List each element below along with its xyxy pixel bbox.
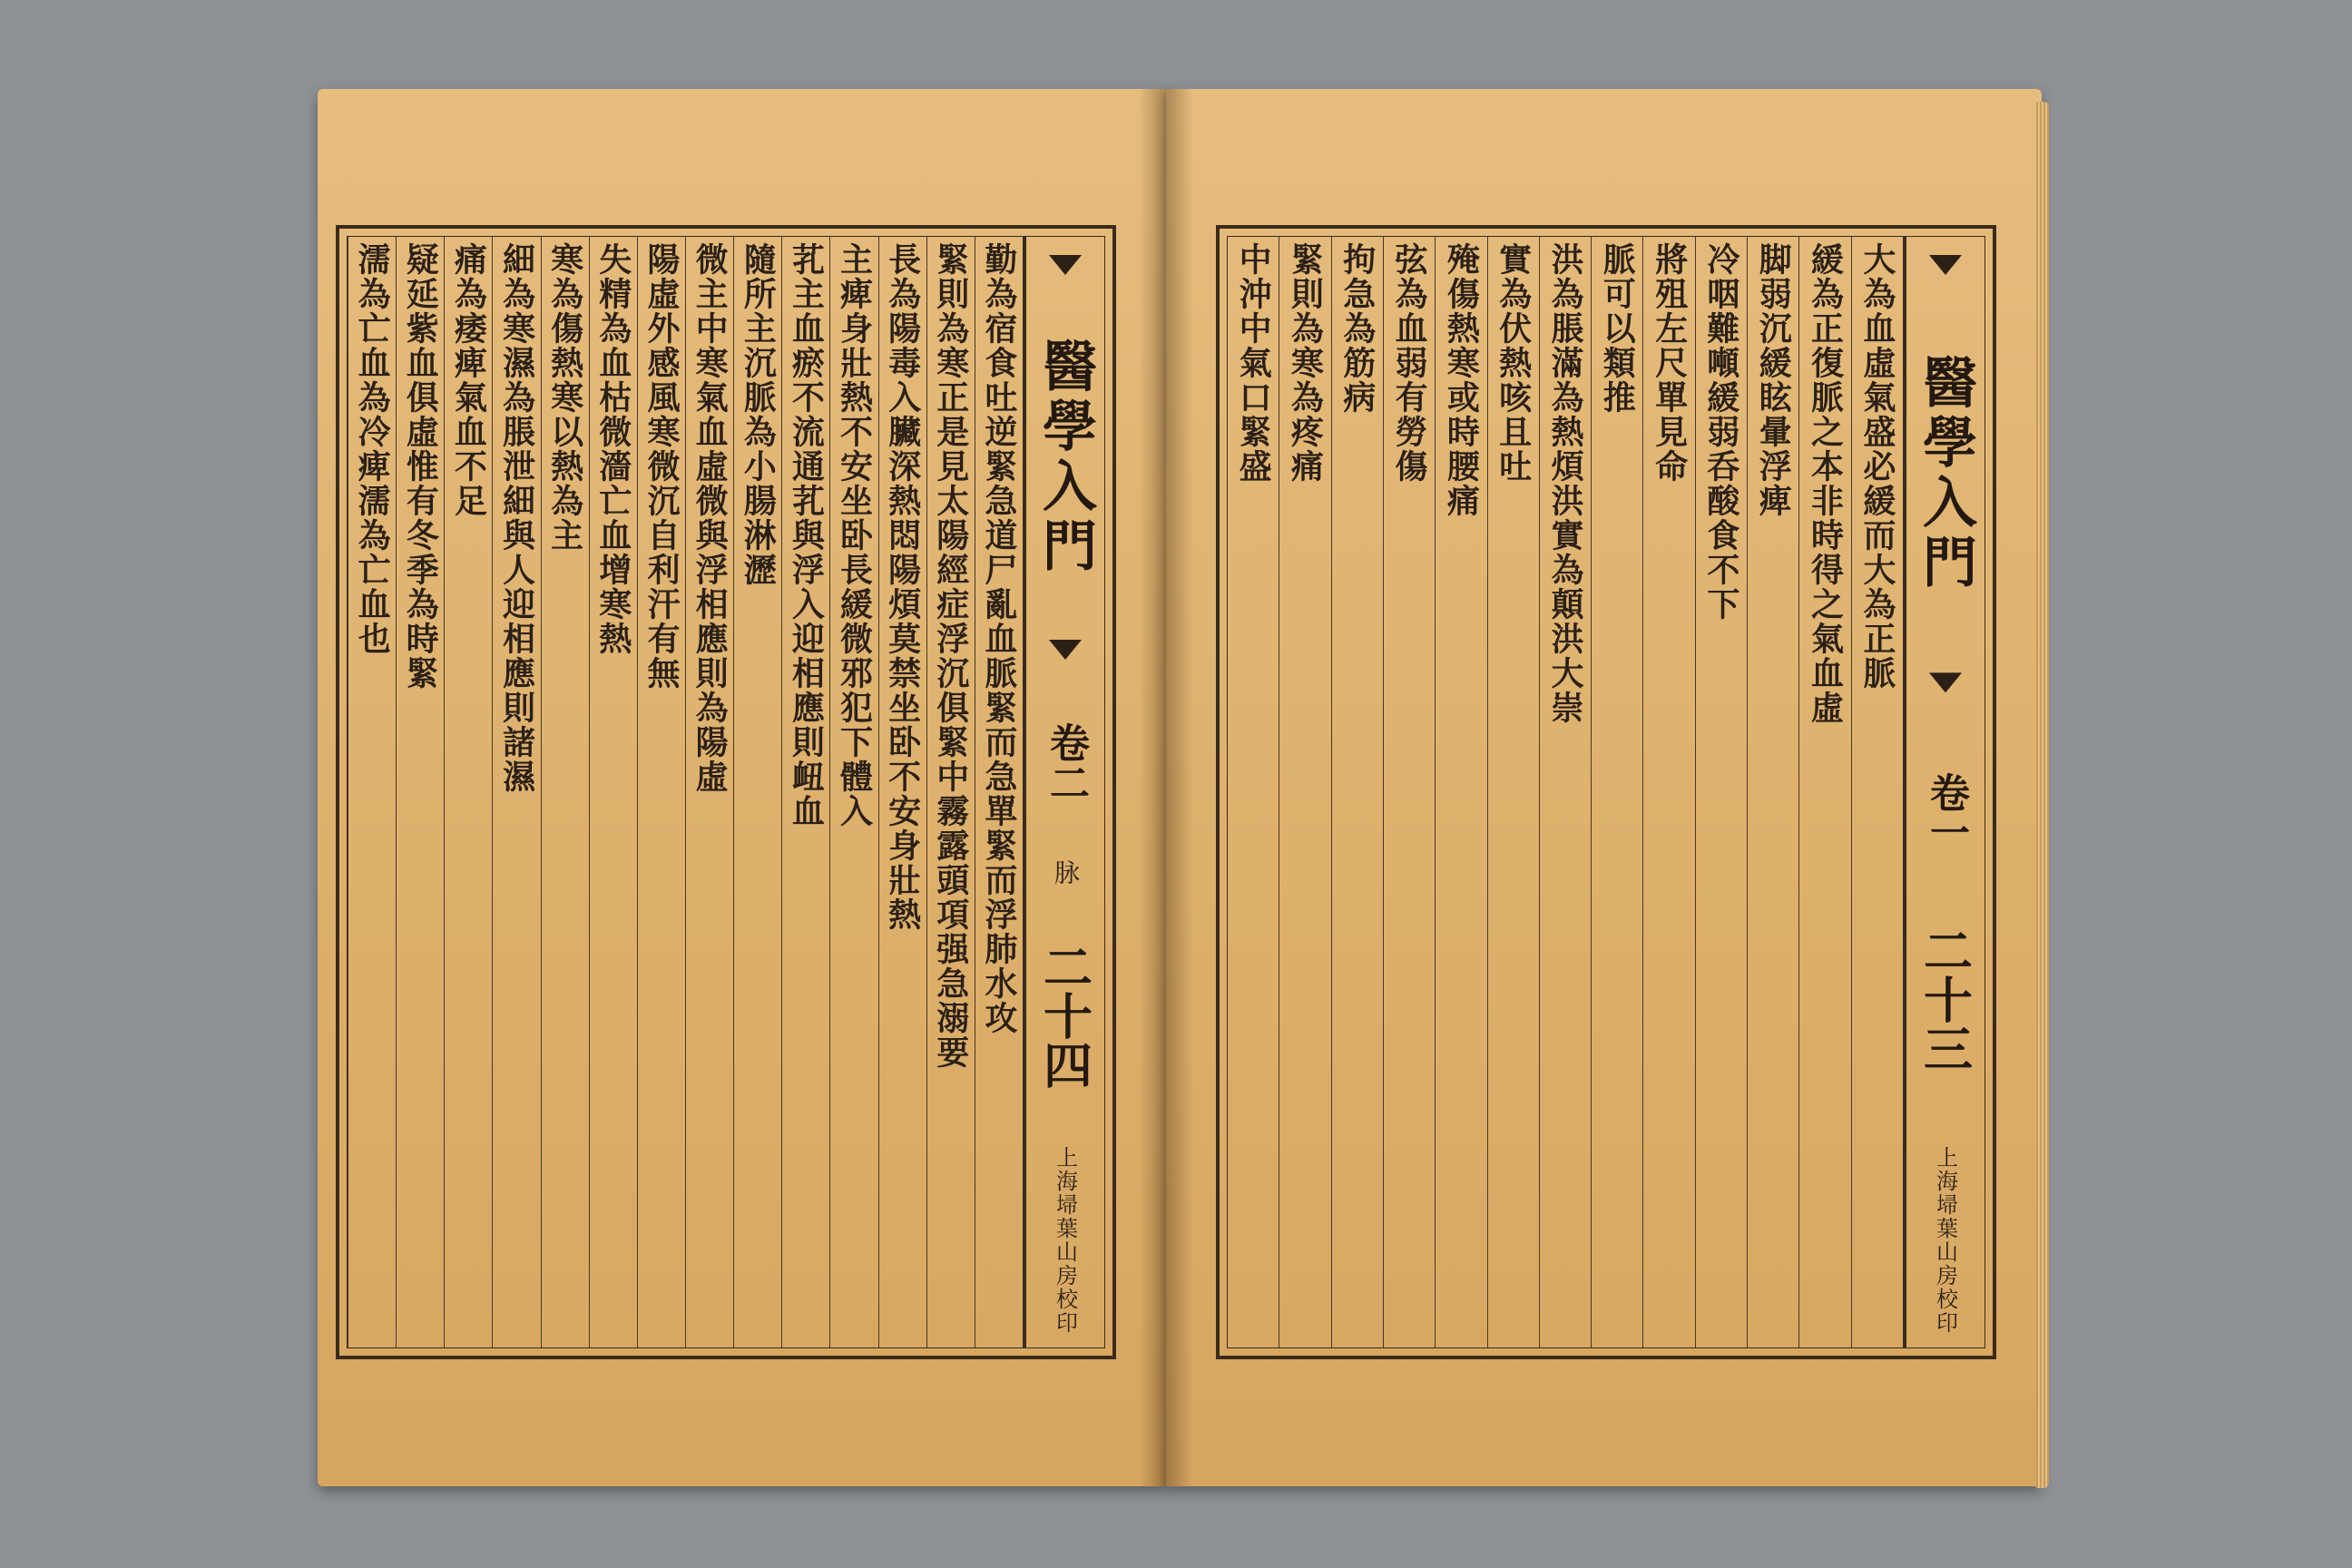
text-column: 細為寒濕為脹泄細與人迎相應則諸濕 (492, 237, 540, 1348)
left-page-margin (1023, 237, 1104, 1348)
text-column: 勤為宿食吐逆緊急道尸亂血脈緊而急單緊而浮肺水攻 (975, 237, 1023, 1348)
text-column: 脈可以類推 (1591, 237, 1642, 1348)
text-column: 大為血虛氣盛必緩而大為正脈 (1851, 237, 1903, 1348)
left-page (318, 89, 1166, 1486)
text-column: 脚弱沉緩眩暈浮痺 (1747, 237, 1798, 1348)
fish-tail-mark-icon (1929, 672, 1962, 692)
section-label: 脉 (1051, 859, 1081, 885)
left-page-text-block (347, 236, 1105, 1348)
text-column: 冷咽難噸緩弱呑酸食不下 (1695, 237, 1747, 1348)
text-column: 失精為血枯微濇亡血增寒熱 (589, 237, 637, 1348)
text-column: 緊則為寒為疼痛 (1279, 237, 1330, 1348)
publisher-imprint: 上海埽葉山房校印 (1932, 1145, 1958, 1335)
text-column: 寒為傷熱寒以熱為主 (541, 237, 589, 1348)
text-column: 濡為亡血為冷痺濡為亡血也 (348, 237, 396, 1348)
text-column: 主痺身壯熱不安坐卧長緩微邪犯下體入 (829, 237, 877, 1348)
text-column: 長為陽毒入臟深熱悶陽煩莫禁坐卧不安身壯熱 (878, 237, 926, 1348)
text-column: 疑延紫血俱虛惟有冬季為時緊 (396, 237, 444, 1348)
fish-tail-mark-icon (1049, 640, 1082, 660)
text-column: 緊則為寒正是見太陽經症浮沉俱緊中霧露頭項强急溺要 (926, 237, 975, 1348)
text-column: 中沖中氣口緊盛 (1234, 242, 1273, 484)
publisher-imprint: 上海埽葉山房校印 (1052, 1146, 1078, 1335)
text-column: 微主中寒氣血虛微與浮相應則為陽虛 (685, 237, 733, 1348)
text-column: 殗傷熱寒或時腰痛 (1435, 237, 1486, 1348)
right-page-margin (1903, 237, 1984, 1348)
text-column: 隨所主沉脈為小腸淋瀝 (733, 237, 781, 1348)
right-page-text-block (1227, 236, 1985, 1348)
page-number: 二十四 (1035, 942, 1094, 1089)
right-page-frame (1216, 225, 1996, 1359)
text-column: 芤主血瘀不流通芤與浮入迎相應則衄血 (781, 237, 829, 1348)
text-column: 陽虛外感風寒微沉自利汗有無 (637, 237, 685, 1348)
volume-label: 卷一 (1923, 771, 1969, 852)
page-number: 二十三 (1916, 925, 1975, 1073)
fish-tail-mark-icon (1929, 255, 1962, 275)
right-page (1166, 89, 2042, 1486)
volume-label: 卷二 (1043, 722, 1089, 802)
text-column: 將殂左尺單見命 (1642, 237, 1694, 1348)
text-column: 弦為血弱有勞傷 (1383, 237, 1435, 1348)
text-column: 拘急為筋病 (1331, 237, 1383, 1348)
book-title: 醫學入門 (1034, 338, 1097, 577)
book-title: 醫學入門 (1914, 354, 1977, 594)
text-column: 實為伏熱咳且吐 (1487, 237, 1539, 1348)
left-page-frame (336, 225, 1116, 1359)
text-column: 痛為痿痺氣血不足 (444, 237, 492, 1348)
text-column: 緩為正復脈之本非時得之氣血虛 (1798, 237, 1850, 1348)
page-edge-stack (2036, 102, 2049, 1488)
open-book (318, 82, 2042, 1497)
book-gutter (1139, 89, 1193, 1486)
fish-tail-mark-icon (1049, 255, 1082, 275)
text-column: 洪為脹滿為熱煩洪實為顛洪大崇 (1539, 237, 1591, 1348)
